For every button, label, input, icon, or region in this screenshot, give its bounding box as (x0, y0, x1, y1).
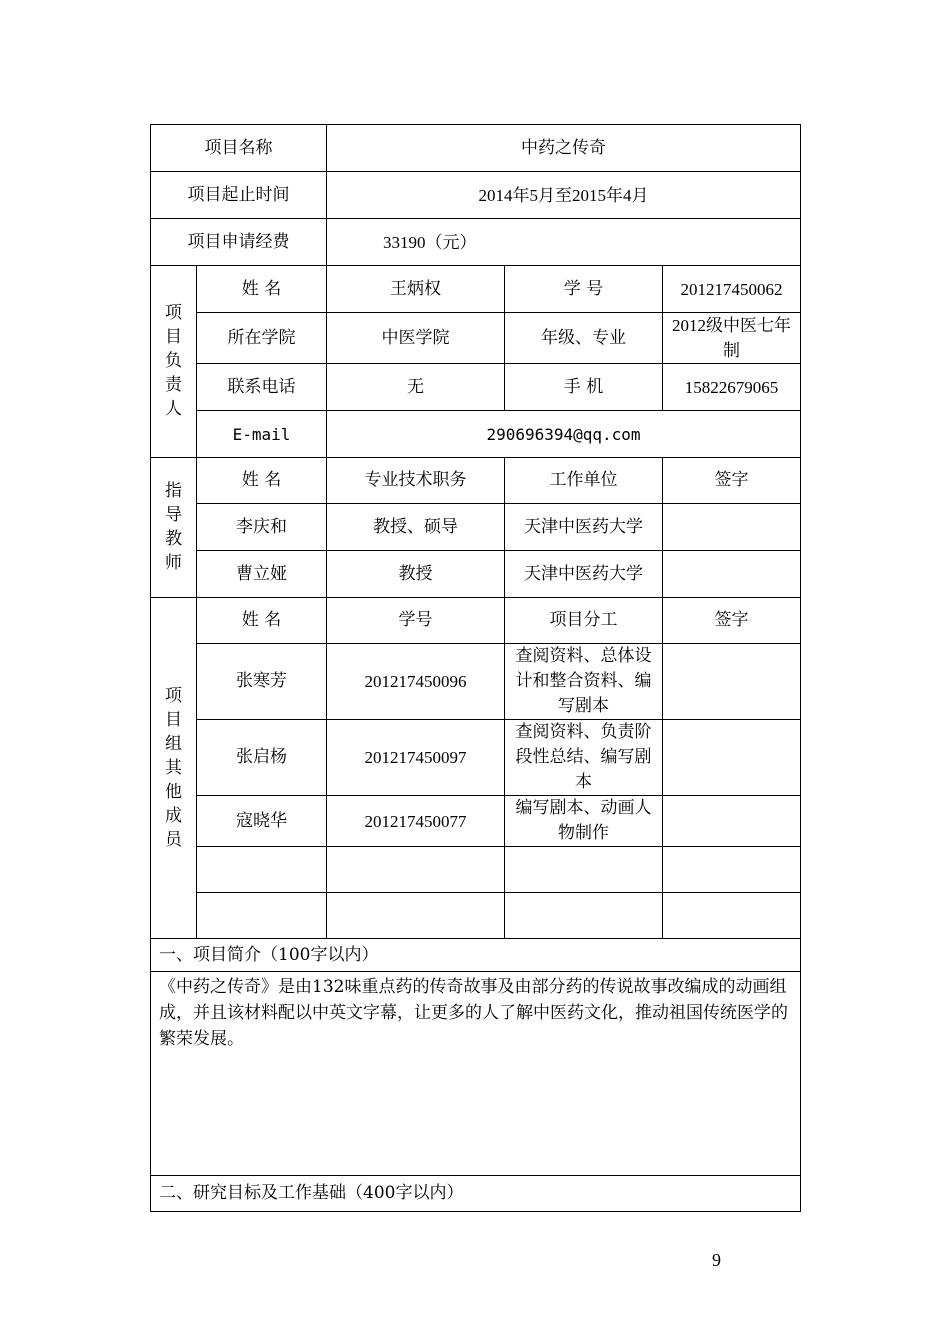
advisor-row (151, 551, 801, 598)
advisor-name: 李庆和 (197, 504, 327, 551)
member-name: 张启杨 (197, 720, 327, 796)
research-heading-row (151, 1176, 801, 1212)
page-number: 9 (712, 1250, 721, 1270)
project-funding-value: 33190（元） (327, 219, 801, 266)
advisor-header-sign: 签字 (663, 458, 801, 504)
leader-row-1 (151, 266, 801, 313)
leader-row-2 (151, 313, 801, 364)
advisor-name: 曹立娅 (197, 551, 327, 598)
member-id: 201217450096 (327, 644, 505, 720)
empty-cell (197, 847, 327, 893)
advisor-header-unit: 工作单位 (505, 458, 663, 504)
member-row-empty (151, 847, 801, 893)
project-period-label: 项目起止时间 (151, 172, 327, 219)
member-role: 编写剧本、动画人物制作 (505, 796, 663, 847)
member-row (151, 644, 801, 720)
leader-mobile-label: 手 机 (505, 364, 663, 411)
advisor-header-row (151, 458, 801, 504)
member-id: 201217450077 (327, 796, 505, 847)
leader-name-value: 王炳权 (327, 266, 505, 313)
advisor-unit: 天津中医药大学 (505, 551, 663, 598)
leader-email-label: E-mail (197, 411, 327, 458)
project-period-row (151, 172, 801, 219)
advisor-section-label: 指导教师 (151, 458, 197, 598)
project-name-label: 项目名称 (151, 125, 327, 172)
intro-text: 《中药之传奇》是由132味重点药的传奇故事及由部分药的传说故事改编成的动画组成，并且该材料配以中英文字幕，让更多的人了解中医药文化，推动祖国传统医学的繁荣发展。 (151, 972, 801, 1176)
empty-cell (505, 847, 663, 893)
project-funding-label: 项目申请经费 (151, 219, 327, 266)
leader-section-label: 项目负责人 (151, 266, 197, 458)
empty-cell (197, 893, 327, 939)
empty-cell (327, 847, 505, 893)
leader-row-4 (151, 411, 801, 458)
leader-college-label: 所在学院 (197, 313, 327, 364)
advisor-row (151, 504, 801, 551)
application-form-table (150, 124, 801, 1212)
leader-grade-value: 2012级中医七年制 (663, 313, 801, 364)
member-role: 查阅资料、总体设计和整合资料、编写剧本 (505, 644, 663, 720)
member-name: 寇晓华 (197, 796, 327, 847)
advisor-header-title: 专业技术职务 (327, 458, 505, 504)
advisor-sign (663, 551, 801, 598)
member-sign (663, 720, 801, 796)
leader-name-label: 姓 名 (197, 266, 327, 313)
leader-email-value: 290696394@qq.com (327, 411, 801, 458)
project-name-row (151, 125, 801, 172)
member-section-label: 项目组其他成员 (151, 598, 197, 939)
intro-heading: 一、项目简介（100字以内） (151, 939, 801, 972)
intro-heading-row (151, 939, 801, 972)
member-row (151, 796, 801, 847)
member-id: 201217450097 (327, 720, 505, 796)
member-header-sign: 签字 (663, 598, 801, 644)
empty-cell (663, 847, 801, 893)
intro-body-row (151, 972, 801, 1176)
member-name: 张寒芳 (197, 644, 327, 720)
member-header-name: 姓 名 (197, 598, 327, 644)
leader-college-value: 中医学院 (327, 313, 505, 364)
leader-mobile-value: 15822679065 (663, 364, 801, 411)
leader-id-value: 201217450062 (663, 266, 801, 313)
member-row-empty (151, 893, 801, 939)
member-row (151, 720, 801, 796)
advisor-header-name: 姓 名 (197, 458, 327, 504)
research-heading: 二、研究目标及工作基础（400字以内） (151, 1176, 801, 1212)
empty-cell (505, 893, 663, 939)
leader-phone-value: 无 (327, 364, 505, 411)
advisor-unit: 天津中医药大学 (505, 504, 663, 551)
project-funding-row (151, 219, 801, 266)
leader-grade-label: 年级、专业 (505, 313, 663, 364)
member-header-row (151, 598, 801, 644)
leader-phone-label: 联系电话 (197, 364, 327, 411)
member-header-role: 项目分工 (505, 598, 663, 644)
advisor-title: 教授、硕导 (327, 504, 505, 551)
leader-row-3 (151, 364, 801, 411)
advisor-title: 教授 (327, 551, 505, 598)
member-header-id: 学号 (327, 598, 505, 644)
project-period-value: 2014年5月至2015年4月 (327, 172, 801, 219)
empty-cell (663, 893, 801, 939)
leader-id-label: 学 号 (505, 266, 663, 313)
member-sign (663, 796, 801, 847)
advisor-sign (663, 504, 801, 551)
member-role: 查阅资料、负责阶段性总结、编写剧本 (505, 720, 663, 796)
member-sign (663, 644, 801, 720)
empty-cell (327, 893, 505, 939)
project-name-value: 中药之传奇 (327, 125, 801, 172)
